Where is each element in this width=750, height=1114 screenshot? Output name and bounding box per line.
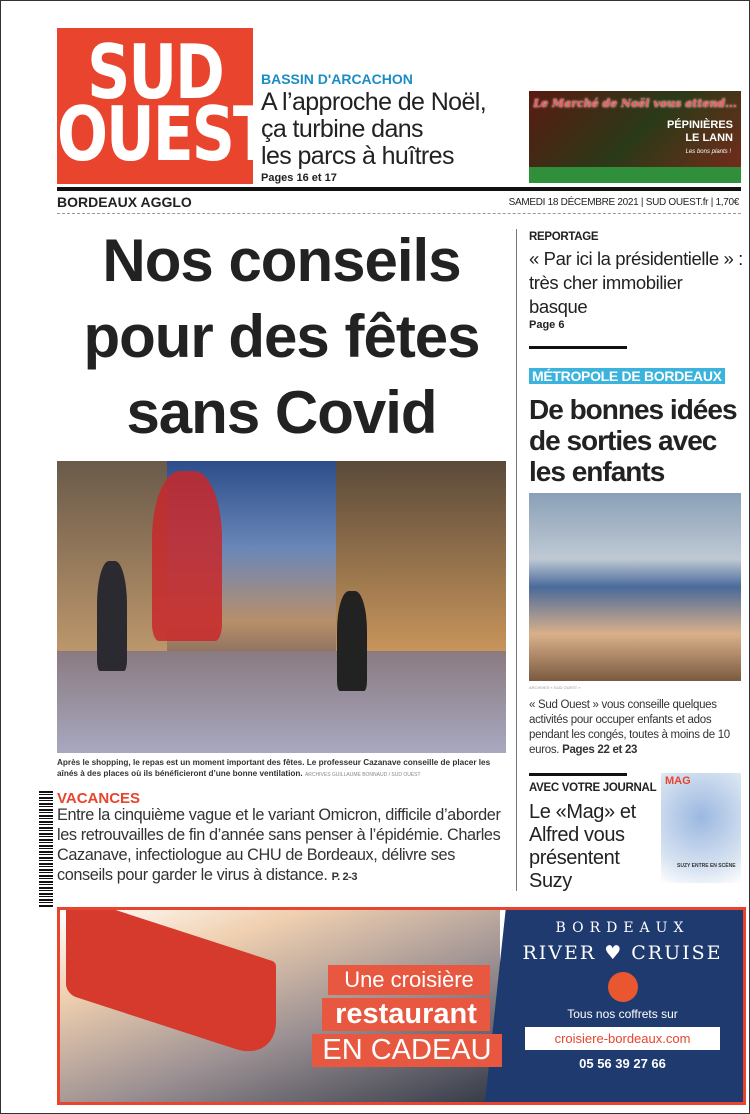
- section-name: BORDEAUX AGGLO: [57, 194, 192, 210]
- ad-brand: PÉPINIÈRES: [666, 119, 733, 131]
- dateline: SAMEDI 18 DÉCEMBRE 2021 | SUD OUEST.fr | 1,70€: [508, 197, 739, 208]
- metropole-kicker: MÉTROPOLE DE BORDEAUX: [529, 368, 725, 384]
- column-divider: [516, 229, 517, 891]
- ad-line-1: Une croisière: [328, 965, 490, 995]
- ad-title: Le Marché de Noël vous attend...: [533, 97, 737, 110]
- photo-caption: [57, 757, 506, 781]
- teaser-headline[interactable]: [261, 89, 486, 170]
- logo-line-1: SUD: [87, 29, 223, 117]
- main-headline[interactable]: [57, 223, 506, 451]
- sud-ouest-logo[interactable]: [57, 28, 272, 184]
- ad-info-bar: [529, 167, 741, 183]
- headline-line: Nos conseils: [102, 227, 461, 294]
- ad-cta: Tous nos coffrets sur: [567, 1007, 678, 1021]
- ad-brand-top: BORDEAUX: [555, 920, 690, 936]
- main-photo-christmas-street[interactable]: [57, 461, 506, 753]
- teaser-pages: Pages 16 et 17: [261, 172, 337, 184]
- river-cruise-advertisement[interactable]: [57, 907, 746, 1105]
- headline-line: pour des fêtes: [83, 303, 480, 370]
- boat-image: [66, 907, 276, 1062]
- logo-line-2: OUEST: [57, 91, 272, 179]
- mag-headline[interactable]: Le «Mag» et Alfred vous présentent Suzy: [529, 801, 636, 892]
- teaser-line: A l’approche de Noël,: [261, 88, 487, 116]
- gift-icon: [608, 972, 638, 1002]
- metropole-text: [529, 698, 744, 758]
- body-pages: P. 2-3: [331, 871, 358, 883]
- teaser-line: les parcs à huîtres: [261, 142, 454, 170]
- reportage-headline[interactable]: « Par ici la présidentielle » : très cher immobilier basque: [529, 248, 743, 317]
- mag-cover-text: SUZY ENTRE EN SCÈNE: [677, 863, 736, 869]
- section-rule: [529, 346, 627, 349]
- ad-brand-block: [505, 920, 740, 1071]
- vacances-body[interactable]: [57, 805, 512, 887]
- teaser-kicker: BASSIN D'ARCACHON: [261, 71, 413, 87]
- caption-text: Après le shopping, le repas est un moment important des fêtes. Le professeur Cazanave conseille de placer les aînés à des places où ils bénéficieront d’une bonne ventilation.: [57, 758, 491, 778]
- top-advertisement[interactable]: [529, 91, 741, 183]
- photo-credit: ARCHIVES « SUD OUEST »: [529, 685, 581, 690]
- headline-line: sans Covid: [126, 379, 437, 446]
- ad-line-2: restaurant: [322, 998, 490, 1031]
- section-rule: [529, 773, 627, 776]
- barcode: [39, 791, 53, 907]
- ad-brand: LE LANN: [685, 132, 733, 144]
- teaser-line: ça turbine dans: [261, 115, 423, 143]
- masthead-rule: [57, 187, 741, 191]
- mag-logo: MAG: [665, 775, 691, 787]
- metropole-pages: Pages 22 et 23: [562, 744, 638, 756]
- ad-slogan: Les bons plants !: [685, 149, 731, 155]
- mag-kicker: AVEC VOTRE JOURNAL: [529, 782, 657, 794]
- metropole-headline[interactable]: De bonnes idées de sorties avec les enfants: [529, 394, 737, 487]
- ad-phone: 05 56 39 27 66: [579, 1056, 666, 1071]
- photo-credit: ARCHIVES GUILLAUME BONNAUD / SUD OUEST: [304, 772, 421, 778]
- mag-cover-image[interactable]: [661, 773, 741, 883]
- reportage-kicker: REPORTAGE: [529, 231, 599, 243]
- ad-brand-main: RIVER ♥ CRUISE: [522, 942, 723, 964]
- ad-url-link[interactable]: croisiere-bordeaux.com: [525, 1027, 720, 1050]
- dashed-divider: [57, 213, 741, 214]
- metropole-body: « Sud Ouest » vous conseille quelques activités pour occuper enfants et ados pendant les congés, toutes à moins de 10 euros.: [529, 699, 730, 756]
- body-text: Entre la cinquième vague et le variant Omicron, difficile d’aborder les retrouvailles de fin d’année sans penser à l’épidémie. Charles Cazanave, infectiologue au CHU de Bordeaux, délivre ses conseils pour garder le virus à distance.: [57, 806, 501, 884]
- ad-line-3: EN CADEAU: [312, 1034, 502, 1067]
- children-photo[interactable]: [529, 493, 741, 681]
- reportage-pages: Page 6: [529, 319, 565, 331]
- vacances-kicker: VACANCES: [57, 790, 141, 807]
